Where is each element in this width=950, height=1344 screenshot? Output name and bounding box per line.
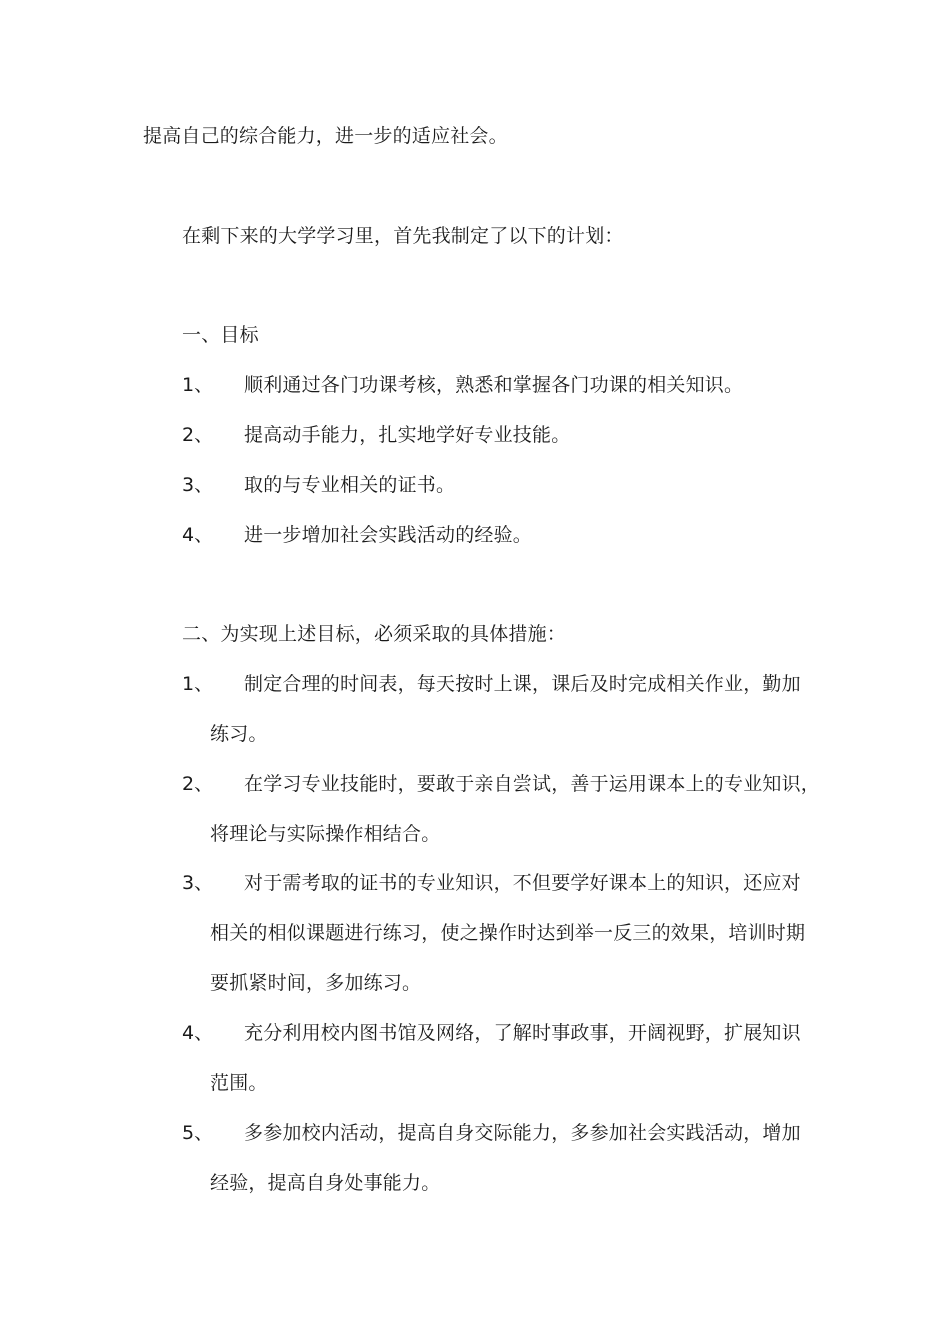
measure-item-number: 5、 [182, 1122, 214, 1144]
measure-item-text: 对于需考取的证书的专业知识，不但要学好课本上的知识，还应对 [244, 872, 801, 894]
goal-item-text: 进一步增加社会实践活动的经验。 [244, 524, 533, 546]
measure-item-number: 1、 [182, 673, 214, 695]
measure-item-text: 将理论与实际操作相结合。 [210, 823, 441, 845]
measure-item-text: 多参加校内活动，提高自身交际能力，多参加社会实践活动，增加 [244, 1122, 801, 1144]
section2-heading: 二、为实现上述目标，必须采取的具体措施： [182, 623, 567, 645]
goal-item-number: 2、 [182, 424, 214, 446]
plan-intro: 在剩下来的大学学习里，首先我制定了以下的计划： [182, 225, 624, 247]
goal-item-number: 4、 [182, 524, 214, 546]
measure-item-number: 2、 [182, 773, 214, 795]
goal-item-text: 顺利通过各门功课考核，熟悉和掌握各门功课的相关知识。 [244, 374, 744, 396]
intro-continuation: 提高自己的综合能力，进一步的适应社会。 [143, 125, 508, 147]
measure-item-number: 4、 [182, 1022, 214, 1044]
section1-heading: 一、目标 [182, 324, 259, 346]
measure-item-text: 要抓紧时间，多加练习。 [210, 972, 422, 994]
measure-item-text: 在学习专业技能时，要敢于亲自尝试，善于运用课本上的专业知识， [244, 773, 821, 795]
measure-item-text: 充分利用校内图书馆及网络，了解时事政事，开阔视野，扩展知识 [244, 1022, 801, 1044]
goal-item-number: 3、 [182, 474, 214, 496]
measure-item-text: 制定合理的时间表，每天按时上课，课后及时完成相关作业，勤加 [244, 673, 801, 695]
goal-item-text: 提高动手能力，扎实地学好专业技能。 [244, 424, 571, 446]
measure-item-text: 相关的相似课题进行练习，使之操作时达到举一反三的效果，培训时期 [210, 922, 806, 944]
measure-item-text: 练习。 [210, 723, 268, 745]
goal-item-number: 1、 [182, 374, 214, 396]
measure-item-text: 范围。 [210, 1072, 268, 1094]
goal-item-text: 取的与专业相关的证书。 [244, 474, 456, 496]
measure-item-text: 经验，提高自身处事能力。 [210, 1172, 441, 1194]
measure-item-number: 3、 [182, 872, 214, 894]
